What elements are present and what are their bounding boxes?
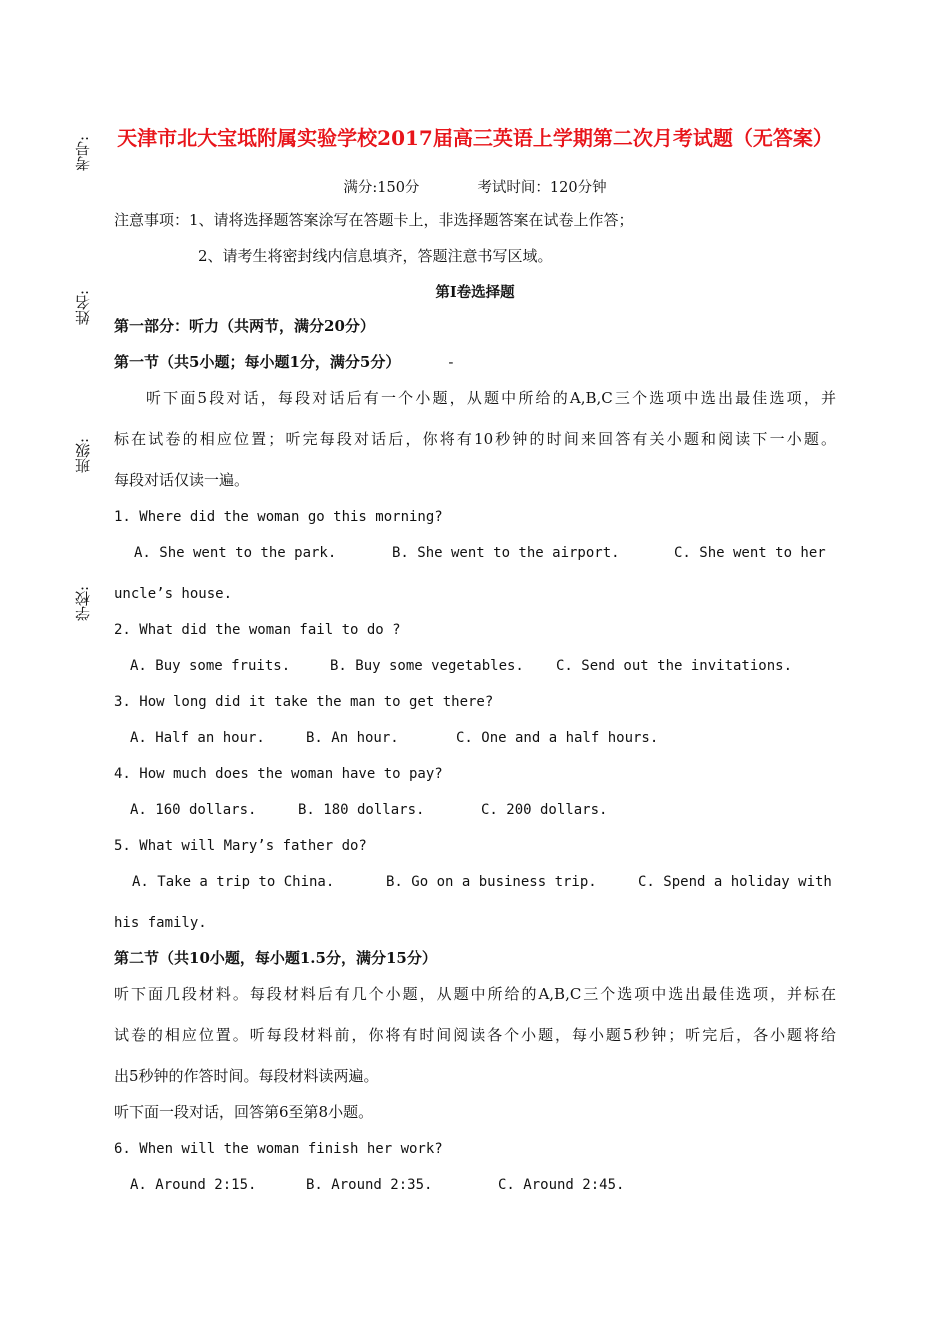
exam-time: 考试时间：120分钟	[477, 180, 607, 196]
question-1-stem: 1. Where did the woman go this morning?	[114, 509, 443, 525]
section1-mark: -	[448, 353, 454, 371]
part1-heading: 第一部分：听力（共两节，满分20分）	[114, 317, 375, 335]
section2-instructions-3: 出5秒钟的作答时间。每段材料读两遍。	[114, 1067, 379, 1085]
volume-title: 第I卷选择题	[435, 284, 515, 301]
question-6-option-b: B. Around 2:35.	[306, 1177, 433, 1193]
question-2-option-c: C. Send out the invitations.	[556, 658, 793, 674]
full-score: 满分:150分	[343, 180, 420, 196]
section1-heading-text: 第一节（共5小题；每小题1分，满分5分）	[114, 353, 401, 371]
section1-instructions-3: 每段对话仅读一遍。	[114, 471, 250, 489]
question-3-option-a: A. Half an hour.	[130, 730, 265, 746]
section1-instructions-2: 标在试卷的相应位置；听完每段对话后，你将有10秒钟的时间来回答有关小题和阅读下一小题。	[114, 430, 836, 448]
exam-number-label: 考号:	[74, 135, 92, 171]
question-5-stem: 5. What will Mary’s father do?	[114, 838, 367, 854]
question-5-option-c-cont: his family.	[114, 915, 207, 931]
question-4-option-a: A. 160 dollars.	[130, 802, 257, 818]
section2-lead: 听下面一段对话，回答第6至第8小题。	[114, 1103, 374, 1121]
student-name-label: 姓名:	[74, 289, 92, 325]
question-3-option-b: B. An hour.	[306, 730, 399, 746]
notes-line-1: 注意事项：1、请将选择题答案涂写在答题卡上，非选择题答案在试卷上作答；	[114, 211, 634, 229]
school-label: 学校:	[74, 585, 92, 621]
question-2-option-a: A. Buy some fruits.	[130, 658, 291, 674]
question-4-stem: 4. How much does the woman have to pay?	[114, 766, 443, 782]
question-4-option-c: C. 200 dollars.	[481, 802, 608, 818]
question-1-option-a: A. She went to the park.	[134, 545, 337, 561]
question-4-option-b: B. 180 dollars.	[298, 802, 425, 818]
question-6-option-a: A. Around 2:15.	[130, 1177, 257, 1193]
section2-instructions-1: 听下面几段材料。每段材料后有几个小题，从题中所给的A,B,C三个选项中选出最佳选项，并标在	[114, 985, 836, 1003]
question-1-option-b: B. She went to the airport.	[392, 545, 620, 561]
question-2-option-b: B. Buy some vegetables.	[330, 658, 524, 674]
section1-instructions-1: 听下面5段对话，每段对话后有一个小题，从题中所给的A,B,C三个选项中选出最佳选项，并	[146, 389, 836, 407]
notes-line-2: 2、请考生将密封线内信息填齐，答题注意书写区域。	[198, 247, 553, 265]
question-3-stem: 3. How long did it take the man to get there?	[114, 694, 494, 710]
class-label: 班级:	[74, 437, 92, 473]
question-1-option-c: C. She went to her	[674, 545, 826, 561]
question-1-option-c-cont: uncle’s house.	[114, 586, 233, 602]
question-5-option-c: C. Spend a holiday with	[638, 874, 832, 890]
exam-meta	[0, 176, 950, 197]
question-6-stem: 6. When will the woman finish her work?	[114, 1141, 443, 1157]
section2-heading: 第二节（共10小题，每小题1.5分，满分15分）	[114, 949, 437, 967]
question-2-stem: 2. What did the woman fail to do ?	[114, 622, 401, 638]
exam-title: 天津市北大宝坻附属实验学校2017届高三英语上学期第二次月考试题（无答案）	[117, 126, 833, 150]
question-5-option-a: A. Take a trip to China.	[132, 874, 335, 890]
question-5-option-b: B. Go on a business trip.	[386, 874, 597, 890]
question-3-option-c: C. One and a half hours.	[456, 730, 659, 746]
section2-instructions-2: 试卷的相应位置。听每段材料前，你将有时间阅读各个小题，每小题5秒钟；听完后，各小题将给	[114, 1026, 836, 1044]
question-6-option-c: C. Around 2:45.	[498, 1177, 625, 1193]
section1-heading	[114, 352, 453, 372]
